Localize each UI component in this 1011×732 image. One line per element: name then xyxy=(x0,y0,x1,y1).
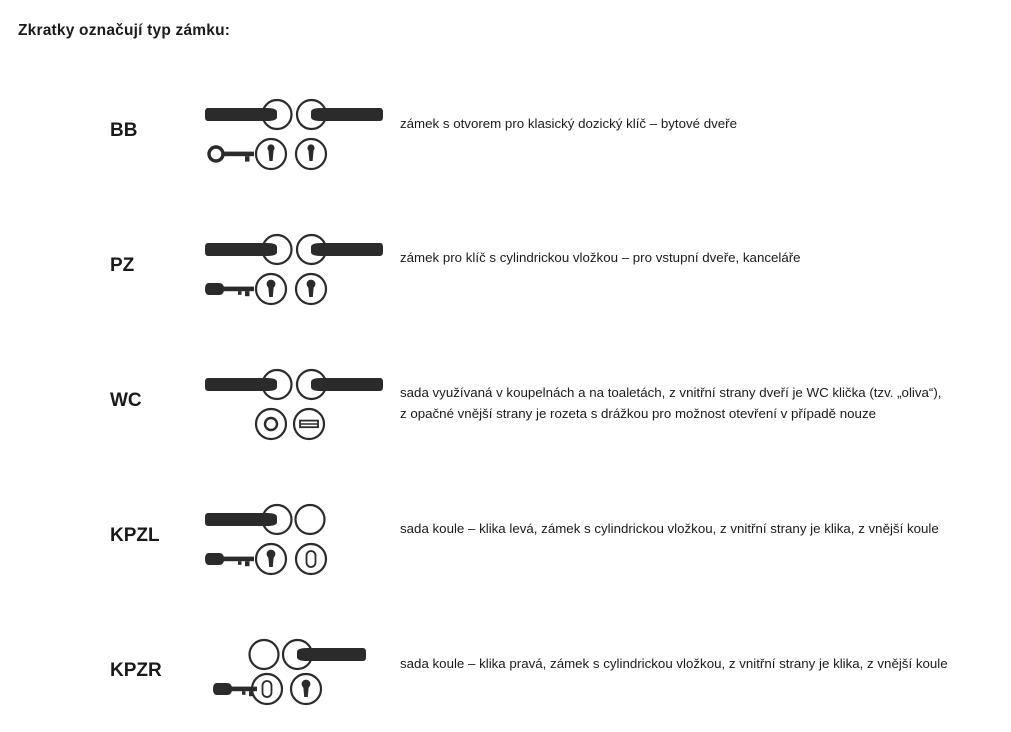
abbreviation-label: WC xyxy=(110,390,142,411)
page-title: Zkratky označují typ zámku: xyxy=(18,22,231,39)
cylinder-rosette-pz xyxy=(256,544,286,574)
lever-handle-right xyxy=(283,640,366,669)
simple-bit-key xyxy=(209,147,254,162)
cylinder-key xyxy=(205,553,254,566)
lever-handle-left xyxy=(205,370,292,399)
cylinder-rosette-pz xyxy=(256,274,286,304)
abbreviation-label: PZ xyxy=(110,255,135,276)
keyhole-rosette-bb xyxy=(256,139,286,169)
cylinder-rosette-outline xyxy=(296,544,326,574)
hardware-illustration-pz xyxy=(205,233,385,308)
cylinder-key xyxy=(213,683,257,696)
row-description xyxy=(400,113,737,134)
wc-slot-rosette xyxy=(294,409,324,439)
abbreviation-label: KPZL xyxy=(110,525,160,546)
hardware-illustration-kpzr xyxy=(205,633,385,713)
description-line: sada koule – klika levá, zámek s cylindrickou vložkou, z vnitřní strany je klika, z vnější koule xyxy=(400,521,939,536)
cylinder-key xyxy=(205,283,254,296)
hardware-illustration-kpzl xyxy=(205,503,385,578)
row-description xyxy=(400,247,801,268)
abbreviation-label: BB xyxy=(110,120,138,141)
abbreviation-label: KPZR xyxy=(110,660,162,681)
row-description xyxy=(400,382,941,424)
row-description xyxy=(400,653,948,674)
description-line: sada koule – klika pravá, zámek s cylindrickou vložkou, z vnitřní strany je klika, z vnější koule xyxy=(400,656,948,671)
cylinder-rosette-pz xyxy=(291,674,321,704)
lever-handle-right xyxy=(297,370,383,399)
wc-thumbturn-rosette xyxy=(256,409,286,439)
hardware-illustration-wc xyxy=(205,368,385,443)
description-line: zámek pro klíč s cylindrickou vložkou – pro vstupní dveře, kanceláře xyxy=(400,250,801,265)
row-description xyxy=(400,518,939,539)
lever-handle-left xyxy=(205,100,292,129)
lever-handle-right xyxy=(297,235,383,264)
lever-handle-left xyxy=(205,505,292,534)
description-line: zámek s otvorem pro klasický dozický klíč – bytové dveře xyxy=(400,116,737,131)
description-line: sada využívaná v koupelnách a na toaletách, z vnitřní strany dveří je WC klička (tzv. „oliva“), xyxy=(400,385,942,400)
cylinder-rosette-pz xyxy=(296,274,326,304)
lever-handle-left xyxy=(205,235,292,264)
knob-handle xyxy=(250,640,279,669)
lever-handle-right xyxy=(297,100,383,129)
keyhole-rosette-bb xyxy=(296,139,326,169)
hardware-illustration-bb xyxy=(205,98,385,173)
description-line: z opačné vnější strany je rozeta s drážkou pro možnost otevření v případě nouze xyxy=(400,406,876,421)
knob-handle xyxy=(296,505,325,534)
